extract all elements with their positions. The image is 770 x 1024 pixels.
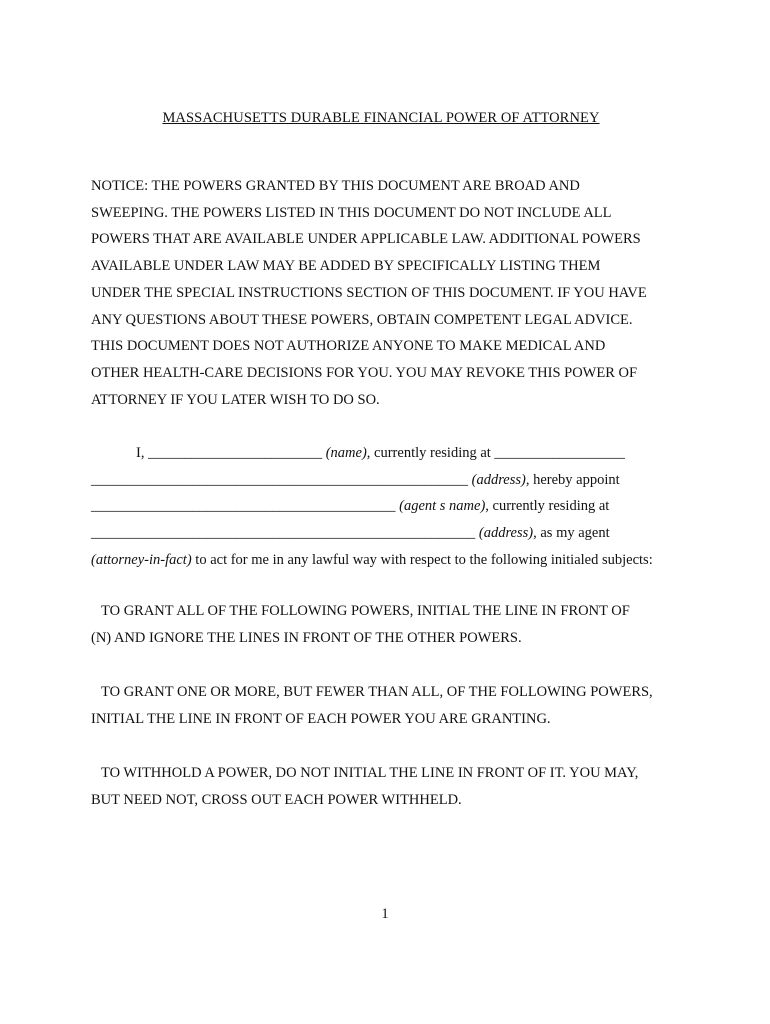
principal-name-blank[interactable]: I, ________________________ [136, 445, 326, 461]
instruction-line: TO GRANT ONE OR MORE, BUT FEWER THAN ALL, OF THE FOLLOWING POWERS, [101, 684, 653, 700]
notice-line: POWERS THAT ARE AVAILABLE UNDER APPLICABLE LAW. ADDITIONAL POWERS [91, 231, 641, 248]
page-number: 1 [381, 906, 389, 922]
as-my-agent-text: , as my agent [533, 525, 610, 542]
principal-residence-blank[interactable]: , currently residing at __________________ [366, 445, 625, 461]
principal-address-line [91, 467, 691, 494]
agent-name-line [91, 493, 691, 520]
instruction-line: TO WITHHOLD A POWER, DO NOT INITIAL THE LINE IN FRONT OF IT. YOU MAY, [101, 765, 639, 781]
agent-name-label: (agent s name) [399, 498, 486, 515]
notice-line: SWEEPING. THE POWERS LISTED IN THIS DOCUMENT DO NOT INCLUDE ALL [91, 204, 612, 221]
instruction-grant-all [91, 598, 691, 652]
notice-paragraph [91, 173, 691, 413]
principal-address-blank[interactable]: ____________________________________________________ [91, 471, 472, 488]
document-title: MASSACHUSETTS DURABLE FINANCIAL POWER OF ATTORNEY [162, 110, 600, 126]
attorney-in-fact-line [91, 547, 691, 574]
notice-line: UNDER THE SPECIAL INSTRUCTIONS SECTION OF THIS DOCUMENT. IF YOU HAVE [91, 284, 647, 301]
agent-address-label: (address) [478, 525, 534, 542]
notice-line: THIS DOCUMENT DOES NOT AUTHORIZE ANYONE TO MAKE MEDICAL AND [91, 338, 606, 355]
agent-name-blank[interactable]: __________________________________________ [91, 498, 400, 515]
agent-address-line [91, 520, 691, 547]
instruction-withhold [91, 760, 691, 814]
notice-line: ATTORNEY IF YOU LATER WISH TO DO SO. [91, 391, 380, 408]
attorney-in-fact-label: (attorney-in-fact) [91, 551, 192, 568]
notice-line: OTHER HEALTH-CARE DECISIONS FOR YOU. YOU MAY REVOKE THIS POWER OF [91, 364, 638, 381]
appoint-text: , hereby appoint [525, 471, 620, 488]
appointment-paragraph [91, 440, 691, 574]
principal-name-line [91, 440, 691, 467]
agent-residing-text: , currently residing at [485, 498, 610, 515]
instruction-line: INITIAL THE LINE IN FRONT OF EACH POWER YOU ARE GRANTING. [91, 711, 551, 727]
instruction-grant-some [91, 679, 691, 733]
address-label: (address) [471, 471, 526, 488]
instruction-line: TO GRANT ALL OF THE FOLLOWING POWERS, INITIAL THE LINE IN FRONT OF [101, 603, 630, 619]
subjects-text: to act for me in any lawful way with respect to the following initialed subjects: [191, 551, 653, 568]
notice-line: NOTICE: THE POWERS GRANTED BY THIS DOCUMENT ARE BROAD AND [91, 178, 580, 194]
agent-address-blank[interactable]: _____________________________________________________ [91, 525, 479, 542]
notice-line: AVAILABLE UNDER LAW MAY BE ADDED BY SPECIFICALLY LISTING THEM [91, 258, 601, 275]
notice-line: ANY QUESTIONS ABOUT THESE POWERS, OBTAIN COMPETENT LEGAL ADVICE. [91, 311, 633, 328]
instruction-line: (N) AND IGNORE THE LINES IN FRONT OF THE OTHER POWERS. [91, 630, 522, 646]
instruction-line: BUT NEED NOT, CROSS OUT EACH POWER WITHHELD. [91, 792, 462, 808]
name-label: (name) [325, 445, 367, 461]
